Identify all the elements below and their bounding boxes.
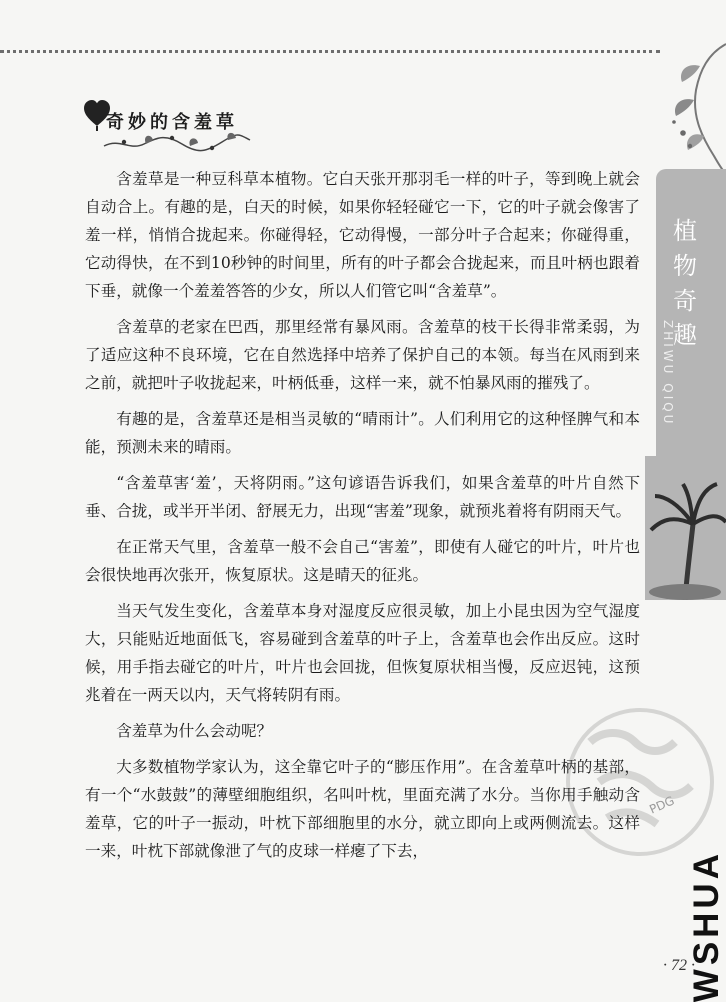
paragraph: 含羞草为什么会动呢？ <box>116 722 273 740</box>
side-tab-char: 物 <box>673 251 698 280</box>
title-vine-ornament <box>102 126 252 158</box>
top-dotted-rule <box>0 50 660 53</box>
paragraph: 当天气发生变化，含羞草本身对湿度反应很灵敏，加上小昆虫因为空气湿度大，只能贴近地面低飞，容易碰到含羞草的叶子上，含羞草也会作出反应。这时候，用手指去碰它的叶片，叶片也会回拢，但恢复原状相当慢，反应迟钝，这预兆着在一两天以内，天气将转阴有雨。 <box>85 602 640 704</box>
section-title: 奇妙的含羞草 <box>106 112 238 133</box>
side-tab-char: 植 <box>673 217 698 245</box>
watermark-text: PDG <box>647 793 677 817</box>
chapter-pinyin: ZHIWU QIQU <box>661 320 675 427</box>
palm-tree-illustration <box>645 456 726 600</box>
corner-vine-ornament <box>656 38 726 178</box>
chapter-side-title <box>673 214 698 353</box>
section-title-block <box>82 92 238 162</box>
paragraph: “含羞草害‘羞’，天将阴雨。”这句谚语告诉我们，如果含羞草的叶片自然下垂、合拢，或半开半闭、舒展无力，出现“害羞”现象，就预兆着将有阴雨天气。 <box>85 474 640 520</box>
side-tab-char: 趣 <box>673 321 698 350</box>
page-number: · 72 · <box>663 957 695 974</box>
side-brand-mark: WSHUA <box>687 850 726 1002</box>
paragraph: 有趣的是，含羞草还是相当灵敏的“晴雨计”。人们利用它的这种怪脾气和本能，预测未来的晴雨。 <box>85 410 640 456</box>
paragraph: 含羞草的老家在巴西，那里经常有暴风雨。含羞草的枝干长得非常柔弱，为了适应这种不良环境，它在自然选择中培养了保护自己的本领。每当在风雨到来之前，就把叶子收拢起来，叶柄低垂，这样一来，就不怕暴风雨的摧残了。 <box>85 318 640 392</box>
seal-watermark <box>515 690 715 870</box>
paragraph: 在正常天气里，含羞草一般不会自己“害羞”，即使有人碰它的叶片，叶片也会很快地再次张开，恢复原状。这是晴天的征兆。 <box>85 538 640 584</box>
paragraph: 含羞草是一种豆科草本植物。它白天张开那羽毛一样的叶子，等到晚上就会自动合上。有趣的是，白天的时候，如果你轻轻碰它一下，它的叶子就会像害了羞一样，悄悄合拢起来。你碰得轻，它动得慢，一部分叶子合起来；你碰得重，它动得快，在不到10秒钟的时间里，所有的叶子都会合拢起来，而且叶柄也跟着下垂，就像一个羞羞答答的少女，所以人们管它叫“含羞草”。 <box>85 170 640 300</box>
paragraph: 大多数植物学家认为，这全靠它叶子的“膨压作用”。在含羞草叶柄的基部，有一个“水鼓鼓”的薄壁细胞组织，名叫叶枕，里面充满了水分。当你用手触动含羞草，它的叶子一振动，叶枕下部细胞里的水分，就立即向上或两侧流去。这样一来，叶枕下部就像泄了气的皮球一样瘪了下去， <box>85 758 640 860</box>
side-tab-char: 奇 <box>673 286 698 315</box>
